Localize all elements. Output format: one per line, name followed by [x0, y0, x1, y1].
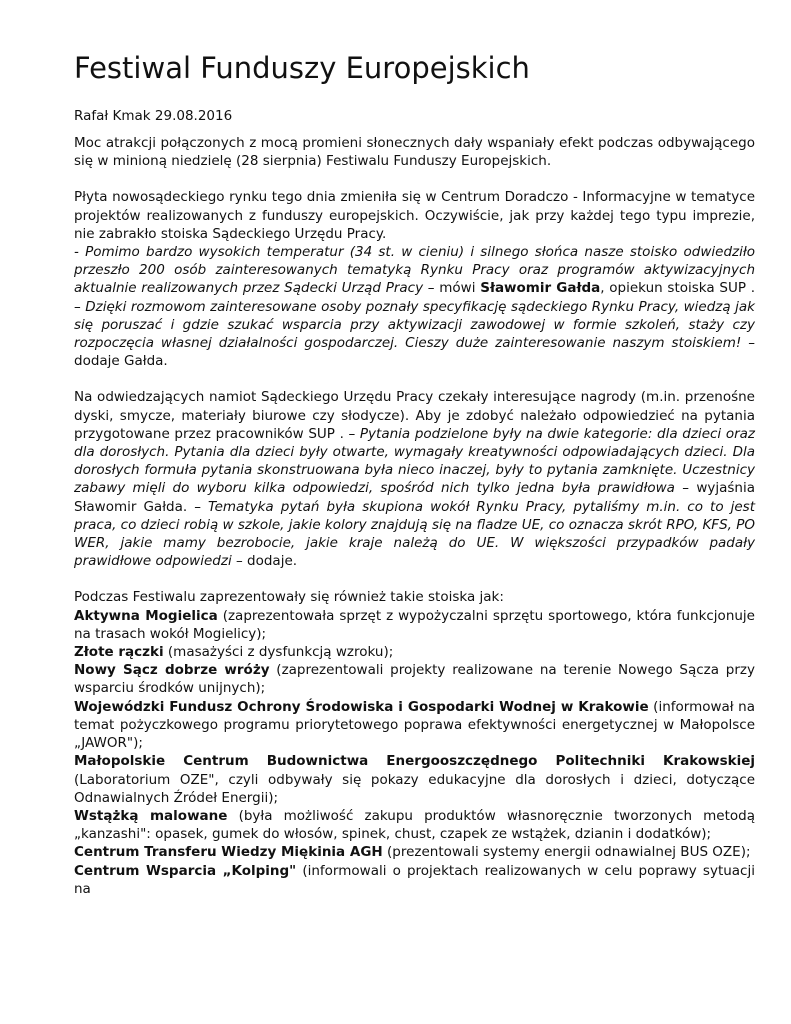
text-run: wyjaśnia Sławomir Gałda. [74, 480, 755, 515]
stand-name: Centrum Transferu Wiedzy Miękinia AGH [74, 844, 383, 861]
text-run: Na odwiedzających namiot Sądeckiego Urzędu Pracy czekały interesujące nagrody (m.in. przenośne dyski, smycze, materiały biurowe czy słodycze). Aby je zdobyć należało odpowiedzieć na pytania przygotowane przez pracowników SUP . [74, 389, 755, 442]
stand-description: (była możliwość zakupu produktów własnoręcznie tworzonych metodą „kanzashi": opasek, gumek do włosów, spinek, chust, czapek ze wstążek, dzianin i dodatków); [74, 807, 756, 843]
stand-description: (zaprezentowali projekty realizowane na terenie Nowego Sącza przy wsparciu środków unijnych); [74, 662, 755, 697]
stand-name: Małopolskie Centrum Budownictwa Energooszczędnego Politechniki Krakowskiej [74, 753, 755, 770]
quote: - Pomimo bardzo wysokich temperatur (34 st. w cieniu) i silnego słońca nasze stoisko odwiedziło przeszło 200 osób zainteresowanych tematyką Rynku Pracy oraz programów aktywizacyjnych aktualnie realizowanych przez Sądecki Urząd Pracy – [74, 244, 755, 297]
text-run: mówi [434, 280, 481, 297]
quote: – Tematyka pytań była skupiona wokół Rynku Pracy, pytaliśmy m.in. co to jest praca, co dzieci robią w szkole, jakie kolory znajdują się na fladze UE, co oznacza skrót RPO, KFS, PO WER, jakie mamy bezrobocie, jakie kraje należą do UE. W większości przypadków padały prawidłowe odpowiedzi [74, 498, 756, 570]
stands-intro: Podczas Festiwalu zaprezentowały się również takie stoiska jak: [74, 589, 504, 606]
stand-name: Centrum Wsparcia „Kolping" [74, 862, 297, 879]
paragraph-stand-sup [74, 188, 755, 370]
stand-description: (prezentowali systemy energii odnawialnej BUS OZE); [382, 844, 751, 861]
text-run: , opiekun stoiska SUP . [600, 280, 755, 297]
paragraph-stands [74, 588, 755, 897]
stand-name: Złote rączki [74, 644, 164, 661]
stand-name: Nowy Sącz dobrze wróży [74, 662, 270, 679]
quote: – Pytania podzielone były na dwie kategorie: dla dzieci oraz dla dorosłych. Pytania dla dzieci były otwarte, wymagały kreatywności odpowiadających dzieci. Dla dorosłych formuła pytania skonstruowana była nieco inaczej, były to pytania zamknięte. Uczestnicy zabawy mięli do wyboru kilka odpowiedzi, spośród nich tylko jedna była prawidłowa – [74, 425, 755, 497]
stand-description: (informowali o projektach realizowanych w celu poprawy sytuacji na [74, 862, 755, 897]
article-byline: Rafał Kmak 29.08.2016 [74, 108, 233, 124]
stand-name: Wstążką malowane [74, 807, 228, 824]
intro-paragraph: Moc atrakcji połączonych z mocą promieni słonecznych dały wspaniały efekt podczas odbywającego się w minioną niedzielę (28 sierpnia) Festiwalu Funduszy Europejskich. [74, 135, 755, 170]
article-body [74, 134, 755, 898]
stand-name: Wojewódzki Fundusz Ochrony Środowiska i Gospodarki Wodnej w Krakowie [74, 698, 649, 715]
text-run: – dodaje. [231, 553, 298, 570]
quote: – Dzięki rozmowom zainteresowane osoby poznały specyfikację sądeckiego Rynku Pracy, wiedzą jak się poruszać i gdzie szukać wsparcia przy aktywizacji zawodowej w formie szkoleń, staży czy rozpoczęcia własnej działalności gospodarczej. Cieszy duże zainteresowanie naszym stoiskiem! – [74, 298, 755, 352]
text-run: Płyta nowosądeckiego rynku tego dnia zmieniła się w Centrum Doradczo - Informacyjne w tematyce projektów realizowanych z funduszy europejskich. Oczywiście, jak przy każdej tego typu imprezie, nie zabrakło stoiska Sądeckiego Urzędu Pracy. [74, 189, 755, 242]
article-title: Festiwal Funduszy Europejskich [74, 51, 530, 85]
paragraph-prizes [74, 388, 755, 570]
stand-description: (Laboratorium OZE", czyli odbywały się pokazy edukacyjne dla dorosłych i dzieci, dotyczące Odnawialnych Źródeł Energii); [74, 771, 755, 806]
document-page [74, 48, 756, 897]
stand-description: (informował na temat pożyczkowego programu priorytetowego poprawa efektywności energetycznej w Małopolsce „JAWOR"); [74, 698, 755, 752]
text-run: dodaje Gałda. [74, 353, 168, 370]
stand-name: Aktywna Mogielica [74, 607, 218, 624]
stand-description: (masażyści z dysfunkcją wzroku); [163, 644, 394, 661]
person-name: Sławomir Gałda [480, 280, 601, 297]
stand-description: (zaprezentowała sprzęt z wypożyczalni sprzętu sportowego, która funkcjonuje na trasach wokół Mogielicy); [74, 607, 755, 642]
